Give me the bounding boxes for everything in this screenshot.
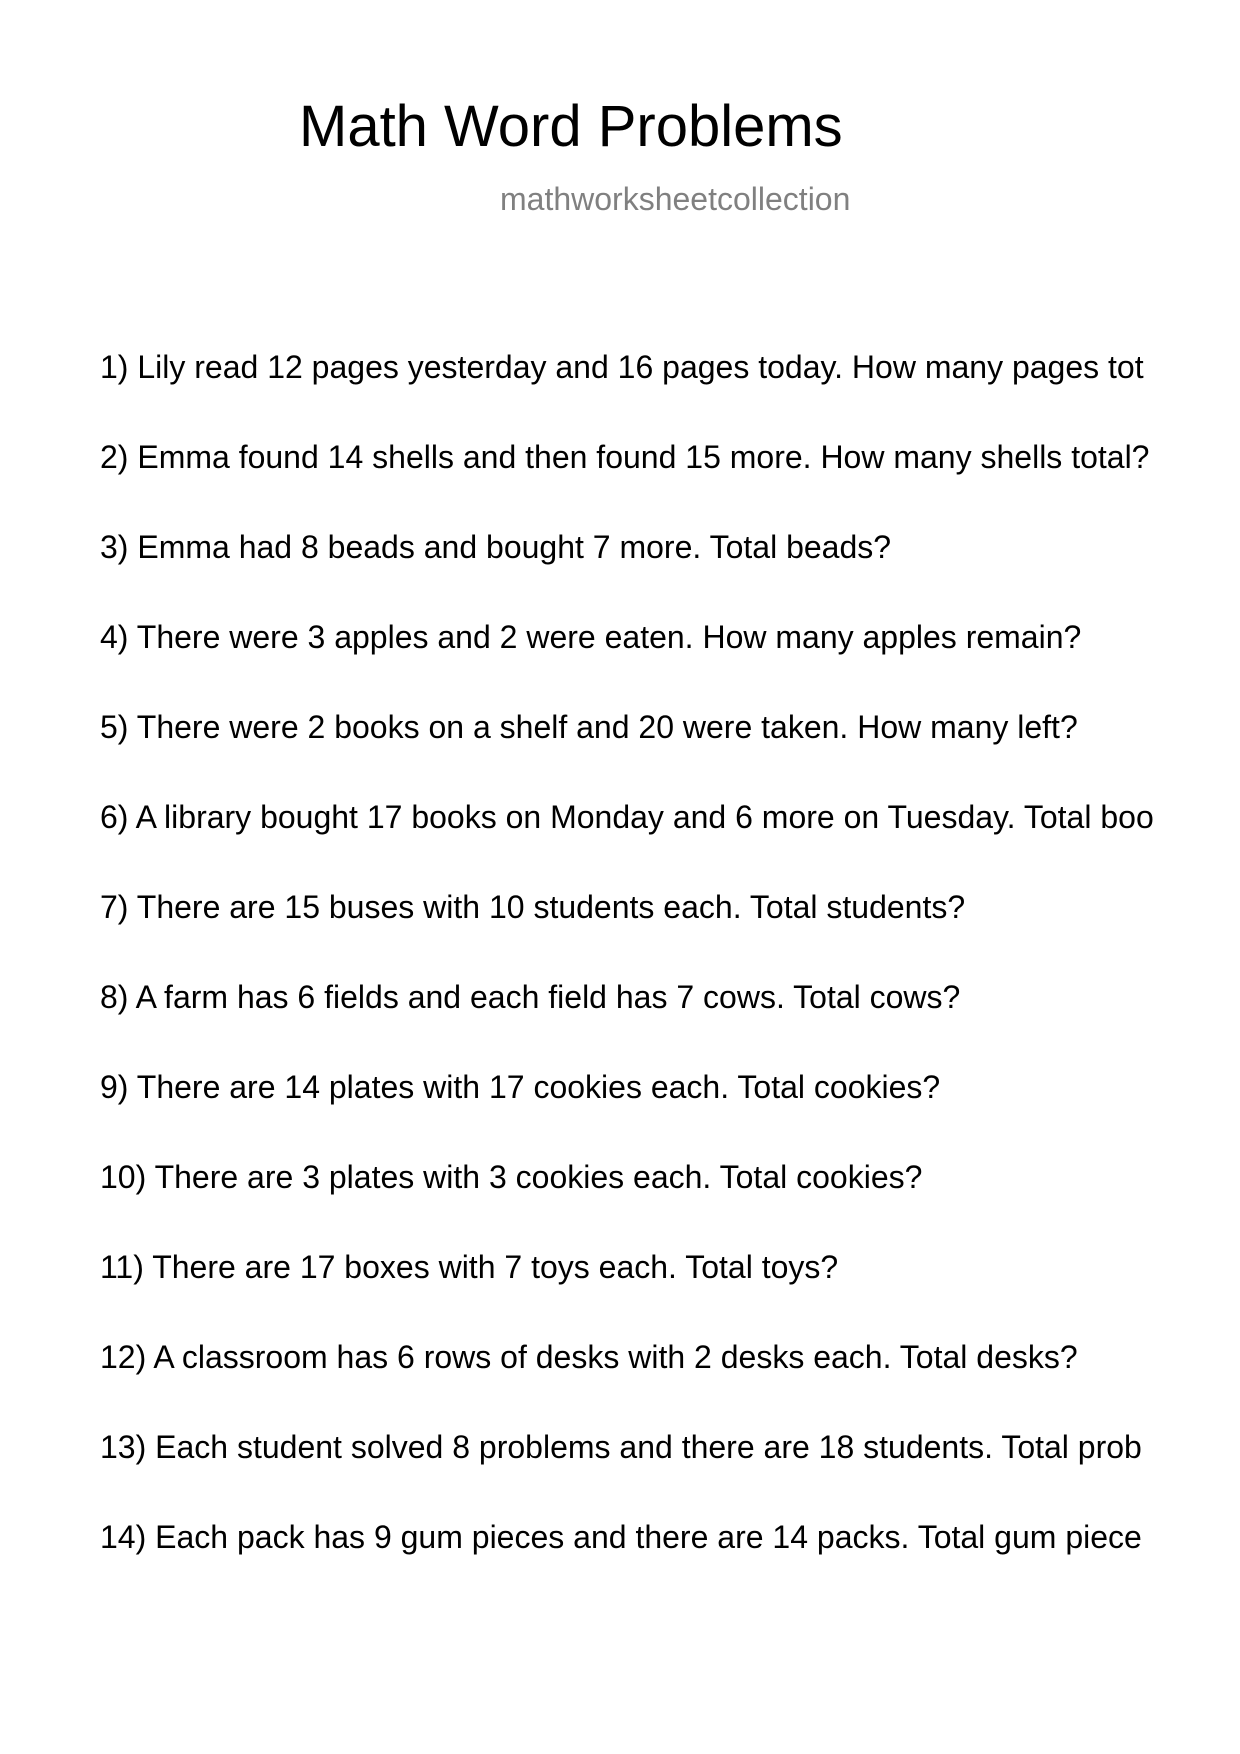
problem-item: 1) Lily read 12 pages yesterday and 16 pages today. How many pages tot xyxy=(100,349,1144,385)
problem-item: 2) Emma found 14 shells and then found 15 more. How many shells total? xyxy=(100,439,1150,475)
problem-item: 4) There were 3 apples and 2 were eaten. How many apples remain? xyxy=(100,619,1082,655)
problem-item: 11) There are 17 boxes with 7 toys each. Total toys? xyxy=(100,1249,839,1285)
problem-item: 3) Emma had 8 beads and bought 7 more. Total beads? xyxy=(100,529,892,565)
problem-item: 12) A classroom has 6 rows of desks with 2 desks each. Total desks? xyxy=(100,1339,1078,1375)
page-title: Math Word Problems xyxy=(299,94,843,159)
problem-item: 9) There are 14 plates with 17 cookies each. Total cookies? xyxy=(100,1069,941,1105)
source-credit: mathworksheetcollection xyxy=(500,181,851,217)
problem-list xyxy=(100,349,1240,1609)
problem-item: 13) Each student solved 8 problems and there are 18 students. Total prob xyxy=(100,1429,1142,1465)
problem-item: 6) A library bought 17 books on Monday and 6 more on Tuesday. Total boo xyxy=(100,799,1154,835)
problem-item: 10) There are 3 plates with 3 cookies each. Total cookies? xyxy=(100,1159,923,1195)
problem-item: 14) Each pack has 9 gum pieces and there are 14 packs. Total gum piece xyxy=(100,1519,1142,1555)
problem-item: 5) There were 2 books on a shelf and 20 were taken. How many left? xyxy=(100,709,1078,745)
problem-item: 8) A farm has 6 fields and each field has 7 cows. Total cows? xyxy=(100,979,961,1015)
problem-item: 7) There are 15 buses with 10 students each. Total students? xyxy=(100,889,966,925)
